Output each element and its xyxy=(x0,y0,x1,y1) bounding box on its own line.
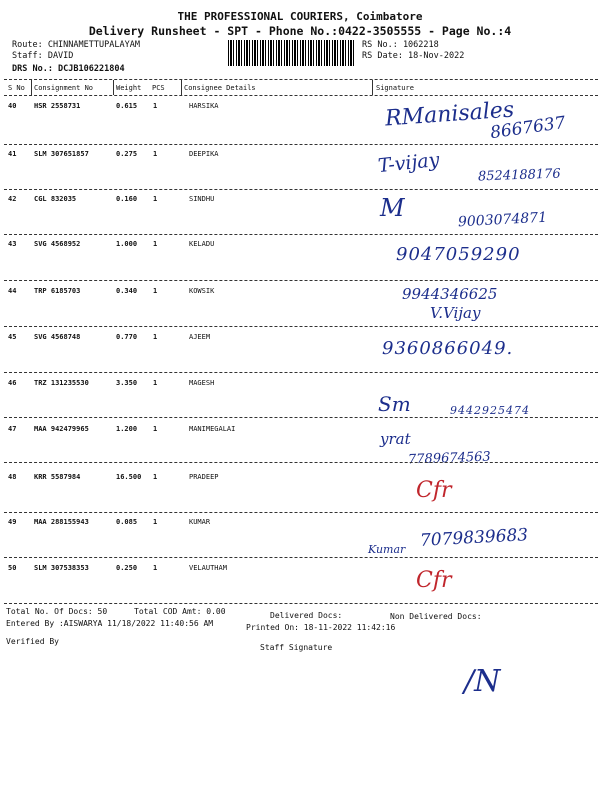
row-pcs: 1 xyxy=(153,195,158,203)
row-signature: T-vijay xyxy=(377,148,441,178)
row-divider xyxy=(4,557,598,558)
row-consignment: SVG 4568748 xyxy=(34,333,81,341)
col-divider xyxy=(113,80,114,95)
row-consignee: PRADEEP xyxy=(189,473,219,481)
row-sno: 46 xyxy=(8,379,17,387)
rs-date: RS Date: 18-Nov-2022 xyxy=(362,51,465,61)
row-pcs: 1 xyxy=(153,287,158,295)
row-pcs: 1 xyxy=(153,240,158,248)
row-sno: 47 xyxy=(8,425,17,433)
row-consignment: MAA 288155943 xyxy=(34,518,89,526)
row-signature: 7079839683 xyxy=(419,525,529,551)
row-sno: 40 xyxy=(8,102,17,110)
row-signature: 9047059290 xyxy=(396,244,521,265)
row-divider xyxy=(4,280,598,281)
rs-number: RS No.: 1062218 xyxy=(362,40,439,50)
verified-by: Verified By xyxy=(6,637,59,646)
row-consignee: KELADU xyxy=(189,240,215,248)
table-bottom-rule xyxy=(4,603,598,604)
col-divider xyxy=(31,80,32,95)
row-divider xyxy=(4,462,598,463)
col-consignee: Consignee Details xyxy=(184,84,256,92)
col-pcs: PCS xyxy=(152,84,165,92)
row-signature: yrat xyxy=(380,430,411,448)
col-consignment: Consignment No xyxy=(34,84,94,92)
row-pcs: 1 xyxy=(153,564,158,572)
row-consignment: TRP 6185703 xyxy=(34,287,81,295)
staff-label: Staff: DAVID xyxy=(12,51,74,61)
row-pcs: 1 xyxy=(153,379,158,387)
col-signature: Signature xyxy=(376,84,414,92)
total-cod: Total COD Amt: 0.00 xyxy=(134,607,226,616)
total-docs: Total No. Of Docs: 50 xyxy=(6,607,108,616)
row-sno: 45 xyxy=(8,333,17,341)
row-consignment: MAA 942479965 xyxy=(34,425,89,433)
row-sno: 48 xyxy=(8,473,17,481)
delivered-docs: Delivered Docs: xyxy=(270,611,343,620)
row-consignee: KOWSIK xyxy=(189,287,215,295)
row-signature-phone: 8667637 xyxy=(488,112,567,144)
row-divider xyxy=(4,189,598,190)
row-weight: 1.000 xyxy=(116,240,138,248)
row-consignee: MAGESH xyxy=(189,379,215,387)
row-consignee: DEEPIKA xyxy=(189,150,219,158)
barcode xyxy=(228,40,356,66)
row-consignee: KUMAR xyxy=(189,518,211,526)
row-signature-phone: V.Vijay xyxy=(430,304,481,322)
printed-on: Printed On: 18-11-2022 11:42:16 xyxy=(246,623,396,632)
row-consignee: SINDHU xyxy=(189,195,215,203)
row-signature: Cfr xyxy=(416,478,452,503)
row-divider xyxy=(4,326,598,327)
company-title: THE PROFESSIONAL COURIERS, Coimbatore xyxy=(177,10,423,23)
row-weight: 0.250 xyxy=(116,564,138,572)
row-weight: 0.085 xyxy=(116,518,138,526)
non-delivered-docs: Non Delivered Docs: xyxy=(390,612,482,621)
row-pcs: 1 xyxy=(153,333,158,341)
staff-signature-label: Staff Signature xyxy=(260,643,333,652)
row-signature: 9944346625 xyxy=(402,285,498,303)
row-weight: 1.200 xyxy=(116,425,138,433)
table-header-rule xyxy=(4,95,598,96)
row-signature: 9360866049. xyxy=(382,338,514,359)
row-weight: 0.275 xyxy=(116,150,138,158)
route-label: Route: CHINNAMETTUPALAYAM xyxy=(12,40,140,50)
row-consignment: SVG 4568952 xyxy=(34,240,81,248)
row-signature-phone: 7789674563 xyxy=(407,449,491,468)
col-sno: S No xyxy=(8,84,25,92)
row-consignment: CGL 832035 xyxy=(34,195,77,203)
row-weight: 0.770 xyxy=(116,333,138,341)
row-signature-phone: 9442925474 xyxy=(450,404,530,417)
row-sno: 50 xyxy=(8,564,17,572)
row-weight: 3.350 xyxy=(116,379,138,387)
row-consignee: HARSIKA xyxy=(189,102,219,110)
row-consignee: MANIMEGALAI xyxy=(189,425,236,433)
row-signature: RManisales xyxy=(384,97,515,132)
row-pcs: 1 xyxy=(153,425,158,433)
drs-number: DRS No.: DCJB106221804 xyxy=(12,64,125,74)
handwritten-mark: /N xyxy=(464,664,501,699)
row-signature-phone: 8524188176 xyxy=(477,166,561,185)
entered-by: Entered By :AISWARYA 11/18/2022 11:40:56 AM xyxy=(6,619,214,628)
table-top-rule xyxy=(4,79,598,80)
row-consignee: VELAUTHAM xyxy=(189,564,227,572)
row-divider xyxy=(4,234,598,235)
row-divider xyxy=(4,417,598,418)
row-sno: 43 xyxy=(8,240,17,248)
row-pcs: 1 xyxy=(153,150,158,158)
col-divider xyxy=(372,80,373,95)
runsheet-subtitle: Delivery Runsheet - SPT - Phone No.:0422-3505555 - Page No.:4 xyxy=(88,24,512,38)
row-signature: Sm xyxy=(378,392,411,416)
row-signature: M xyxy=(380,194,405,222)
row-consignment: TRZ 131235530 xyxy=(34,379,89,387)
col-divider xyxy=(181,80,182,95)
row-consignment: SLM 307651857 xyxy=(34,150,89,158)
row-signature: Cfr xyxy=(416,568,452,593)
row-pcs: 1 xyxy=(153,473,158,481)
row-pcs: 1 xyxy=(153,518,158,526)
row-divider xyxy=(4,512,598,513)
row-signature-phone: Kumar xyxy=(368,543,406,556)
row-consignee: AJEEM xyxy=(189,333,211,341)
row-pcs: 1 xyxy=(153,102,158,110)
row-weight: 16.500 xyxy=(116,473,142,481)
row-weight: 0.160 xyxy=(116,195,138,203)
row-weight: 0.340 xyxy=(116,287,138,295)
row-sno: 44 xyxy=(8,287,17,295)
row-consignment: SLM 307538353 xyxy=(34,564,89,572)
row-weight: 0.615 xyxy=(116,102,138,110)
col-weight: Weight xyxy=(116,84,142,92)
row-divider xyxy=(4,144,598,145)
row-signature-phone: 9003074871 xyxy=(457,209,548,231)
row-consignment: HSR 2558731 xyxy=(34,102,81,110)
row-divider xyxy=(4,372,598,373)
row-sno: 49 xyxy=(8,518,17,526)
row-sno: 41 xyxy=(8,150,17,158)
row-sno: 42 xyxy=(8,195,17,203)
row-consignment: KRR 5587984 xyxy=(34,473,81,481)
